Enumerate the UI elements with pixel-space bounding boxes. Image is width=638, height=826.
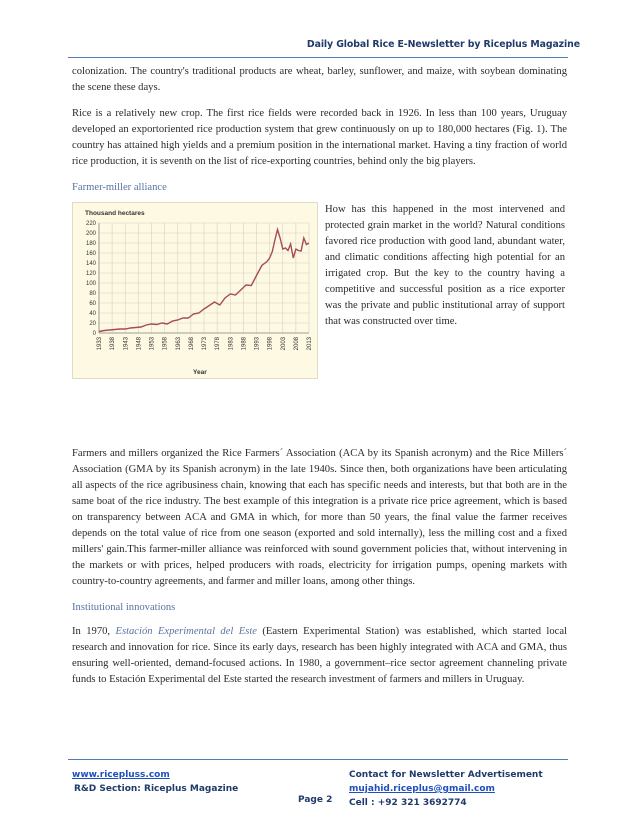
chart-ytick-label: 20	[89, 321, 96, 327]
chart-xtick-label: 1943	[123, 337, 130, 351]
contact-title: Contact for Newsletter Advertisement	[349, 770, 543, 780]
paragraph-1: colonization. The country's traditional products are wheat, barley, sunflower, and maize, with soybean dominating the scene these days.	[72, 66, 567, 93]
chart-ytick-label: 160	[85, 251, 96, 257]
chart-ytick-label: 100	[85, 281, 96, 287]
chart-xtick-label: 1953	[149, 337, 156, 351]
chart-ytick-label: 140	[85, 261, 96, 267]
chart-ytick-label: 220	[85, 221, 96, 227]
chart-ytick-label: 0	[92, 331, 96, 337]
chart-xtick-label: 1968	[188, 337, 195, 351]
chart-ytick-label: 180	[85, 241, 96, 247]
chart-xtick-label: 1933	[97, 337, 103, 351]
chart-svg	[73, 203, 317, 378]
chart-xtick-label: 1983	[228, 337, 235, 351]
chart-ytick-label: 80	[89, 291, 96, 297]
chart-xtick-label: 1998	[267, 337, 274, 351]
chart-ytick-label: 40	[89, 311, 96, 317]
chart-ytick-label: 200	[85, 231, 96, 237]
chart-xtick-label: 1973	[202, 337, 208, 351]
chart-xtick-label: 1978	[215, 337, 222, 351]
footer-section-label: R&D Section: Riceplus Magazine	[74, 784, 239, 794]
chart-ytick-label: 60	[89, 301, 96, 307]
paragraph-3: How has this happened in the most intervened and protected grain market in the world? Natural conditions favored rice production with good land, abundant water, and climatic conditions affecting high potential for an irrigated crop. But the key to the country having a competitive and successful position as a rice exporter was the private and public institutional array of support that was constructed over time.	[325, 204, 565, 327]
chart-ylabel: Thousand hectares	[85, 210, 145, 217]
contact-email-link[interactable]: mujahid.riceplus@gmail.com	[349, 784, 495, 794]
paragraph-5-station-name: Estación Experimental del Este	[115, 626, 257, 637]
footer-contact	[349, 768, 543, 810]
paragraph-5	[72, 624, 567, 688]
chart-xtick-label: 1938	[110, 337, 117, 351]
header-divider	[68, 57, 568, 58]
chart-xtick-label: 1948	[136, 337, 143, 351]
page-number: Page 2	[298, 795, 333, 805]
website-link[interactable]: www.ricepluss.com	[72, 770, 170, 780]
chart-xlabel: Year	[193, 369, 207, 376]
chart-xtick-label: 1958	[162, 337, 169, 351]
paragraph-5-start: In 1970,	[72, 626, 116, 637]
chart-xtick-label: 1963	[175, 337, 182, 351]
chart-xtick-label: 2008	[293, 337, 300, 351]
chart-xtick-label: 2013	[307, 337, 313, 351]
section-heading-institutional: Institutional innovations	[72, 602, 176, 613]
paragraph-2: Rice is a relatively new crop. The first rice fields were recorded back in 1926. In less than 100 years, Uruguay developed an exportoriented rice production system that grew continuously on up to 180,000 hectares (Fig. 1). The country has attained high yields and a premium position in the international market. Having a tiny fraction of world rice production, it is seventh on the list of rice-exporting countries, behind only the big players.	[72, 108, 567, 167]
footer-left	[72, 768, 238, 796]
chart-xtick-label: 1988	[241, 337, 248, 351]
page-header-title: Daily Global Rice E-Newsletter by Riceplus Magazine	[306, 39, 580, 50]
chart-xtick-label: 2003	[280, 337, 287, 351]
footer-divider	[68, 759, 568, 760]
paragraph-5-rest: (Eastern Experimental Station) was established, which started local research and innovation for rice. Since its early days, research has been highly integrated with ACA and GMA, thus ensuring well-oriented, demand-focused actions. In 1980, a government–rice sector agreement channeling private funds to Estación Experimental del Este started the research investment of farmers and millers in Uruguay.	[72, 626, 567, 685]
chart-ytick-label: 120	[85, 271, 96, 277]
chart-xtick-label: 1993	[254, 337, 261, 351]
section-heading-farmer-miller: Farmer-miller alliance	[72, 182, 167, 193]
rice-area-chart	[72, 202, 318, 379]
paragraph-4: Farmers and millers organized the Rice Farmers´ Association (ACA by its Spanish acronym) and the Rice Millers´ Association (GMA by its Spanish acronym) in the late 1940s. Since then, both organizations have been articulating all aspects of the rice agribusiness chain, knowing that each has specific needs and interests, but that both are in the same boat of the rice industry. The best example of this integration is a private rice price agreement, which is based on transparency between ACA and GMA in which, for more than 50 years, the final value the farmer receives depends on the total value of rice from one season (exported and sold internally), less the milling cost and a fixed millers' gain.This farmer-miller alliance was reinforced with sound government policies that, without intervening in the markets or with prices, helped producers with roads, electricity for irrigation pumps, opening markets with country-to-country agreements, and farmer and miller loans, among other things.	[72, 448, 567, 587]
chart-and-text-block	[72, 202, 567, 432]
contact-cell: Cell : +92 321 3692774	[349, 798, 467, 808]
article-body	[72, 64, 567, 698]
